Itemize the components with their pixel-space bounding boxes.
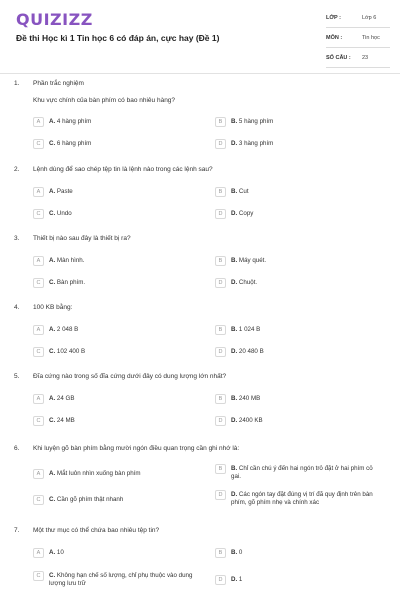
option-key: C. (49, 140, 56, 147)
option-text: 1 024 B (238, 326, 261, 333)
option-letter: B (215, 464, 226, 474)
option-text: 10 (56, 549, 64, 556)
meta-row-subject (326, 30, 390, 48)
option-text: 20 480 B (238, 348, 264, 355)
option-text: Paste (56, 188, 73, 195)
option-text: Màn hình. (56, 257, 85, 264)
option-key: D. (231, 210, 238, 217)
question-text: Một thư mục có thể chứa bao nhiêu tệp tin? (33, 527, 160, 534)
meta-box (326, 10, 390, 70)
option-key: C. (49, 572, 56, 579)
option-key: A. (49, 549, 56, 556)
document-title: Đề thi Học kì 1 Tin học 6 có đáp án, cực hay (Đề 1) (16, 33, 220, 43)
option-text: Copy (238, 210, 254, 217)
option-text: 3 hàng phím (238, 140, 274, 147)
option-text: 24 GB (56, 395, 75, 402)
option-letter: C (33, 347, 44, 357)
question-text: Khu vực chính của bàn phím có bao nhiêu hàng? (33, 97, 176, 104)
option-letter: B (215, 256, 226, 266)
question-number: 6. (14, 445, 20, 452)
option-key: D. (231, 417, 238, 424)
option-letter: A (33, 394, 44, 404)
option-key: C. (49, 496, 56, 503)
meta-value: Lớp 6 (362, 15, 377, 21)
option-letter: C (33, 139, 44, 149)
option-letter: D (215, 575, 226, 585)
option-text: Cần gõ phím thật nhanh (56, 496, 124, 503)
option-text: 2 048 B (56, 326, 79, 333)
option-text: 6 hàng phím (56, 140, 92, 147)
header-divider (0, 73, 400, 74)
option-text: 4 hàng phím (56, 118, 92, 125)
option-key: C. (49, 279, 56, 286)
meta-row-count (326, 50, 390, 68)
option-key: C. (49, 348, 56, 355)
question-text: 100 KB bằng: (33, 304, 73, 311)
option-text: 24 MB (56, 417, 75, 424)
question-number: 1. (14, 80, 20, 87)
question-intro: Phần trắc nghiệm (33, 80, 84, 87)
option-text: Máy quét. (238, 257, 267, 264)
option-letter: A (33, 469, 44, 479)
option-key: A. (49, 326, 56, 333)
option-key: A. (49, 395, 56, 402)
option-key: B. (231, 118, 238, 125)
option-letter: D (215, 416, 226, 426)
meta-label: LỚP : (326, 15, 341, 21)
option-text: Mắt luôn nhìn xuống bàn phím (56, 470, 141, 477)
option-text: 240 MB (238, 395, 261, 402)
option-text: 1 (238, 576, 243, 583)
option-letter: B (215, 187, 226, 197)
option-letter: D (215, 347, 226, 357)
option-key: A. (49, 470, 56, 477)
option-key: B. (231, 188, 238, 195)
question-number: 5. (14, 373, 20, 380)
quizizz-logo: QUIZIZZ (16, 10, 93, 29)
meta-label: SỐ CÂU : (326, 55, 351, 61)
option-letter: B (215, 325, 226, 335)
meta-row-class (326, 10, 390, 28)
option-key: B. (231, 549, 238, 556)
option-key: C. (49, 417, 56, 424)
option-letter: A (33, 256, 44, 266)
question-text: Đĩa cứng nào trong số đĩa cứng dưới đây có dung lượng lớn nhất? (33, 373, 227, 380)
option-text: Cut (238, 188, 249, 195)
option-text: Undo (56, 210, 72, 217)
option-letter: C (33, 278, 44, 288)
document-header (0, 0, 400, 72)
question-number: 7. (14, 527, 20, 534)
option-text: 5 hàng phím (238, 118, 274, 125)
option-letter: D (215, 490, 226, 500)
option-letter: C (33, 209, 44, 219)
question-text: Khi luyện gõ bàn phím bằng mười ngón điều quan trọng cần ghi nhớ là: (33, 445, 240, 452)
option-key: A. (49, 118, 56, 125)
option-key: C. (49, 210, 56, 217)
option-key: D. (231, 491, 238, 498)
meta-label: MÔN : (326, 35, 343, 41)
option-letter: C (33, 571, 44, 581)
option-letter: B (215, 117, 226, 127)
option-letter: D (215, 139, 226, 149)
option-text: Bàn phím. (56, 279, 86, 286)
option-text: Các ngón tay đặt đúng vị trí đã quy định trên bàn phím, gõ phím nhẹ và chính xác (231, 491, 373, 506)
option-key: D. (231, 576, 238, 583)
option-letter: A (33, 548, 44, 558)
option-letter: B (215, 394, 226, 404)
option-text: 2400 KB (238, 417, 263, 424)
option-key: B. (231, 326, 238, 333)
option-key: B. (231, 257, 238, 264)
option-letter: C (33, 416, 44, 426)
option-key: D. (231, 140, 238, 147)
option-letter: A (33, 117, 44, 127)
question-number: 4. (14, 304, 20, 311)
meta-value: Tin học (362, 35, 380, 41)
meta-value: 23 (362, 55, 369, 61)
option-text: Chuột. (238, 279, 258, 286)
question-number: 2. (14, 166, 20, 173)
option-text: 0 (238, 549, 243, 556)
option-letter: B (215, 548, 226, 558)
question-text: Thiết bị nào sau đây là thiết bị ra? (33, 235, 131, 242)
option-letter: C (33, 495, 44, 505)
option-letter: A (33, 325, 44, 335)
option-key: B. (231, 395, 238, 402)
option-letter: D (215, 278, 226, 288)
option-letter: D (215, 209, 226, 219)
option-text: 102 400 B (56, 348, 86, 355)
question-number: 3. (14, 235, 20, 242)
option-key: B. (231, 465, 238, 472)
option-key: D. (231, 279, 238, 286)
option-text: Không hạn chế số lượng, chỉ phụ thuộc vào dung lượng lưu trữ (49, 572, 193, 587)
option-key: A. (49, 257, 56, 264)
option-key: A. (49, 188, 56, 195)
question-text: Lệnh dùng để sao chép tệp tin là lệnh nào trong các lệnh sau? (33, 166, 213, 173)
option-text: Chỉ cần chú ý đến hai ngón trỏ đặt ở hai phím cỏ gai. (231, 465, 373, 480)
option-letter: A (33, 187, 44, 197)
option-key: D. (231, 348, 238, 355)
